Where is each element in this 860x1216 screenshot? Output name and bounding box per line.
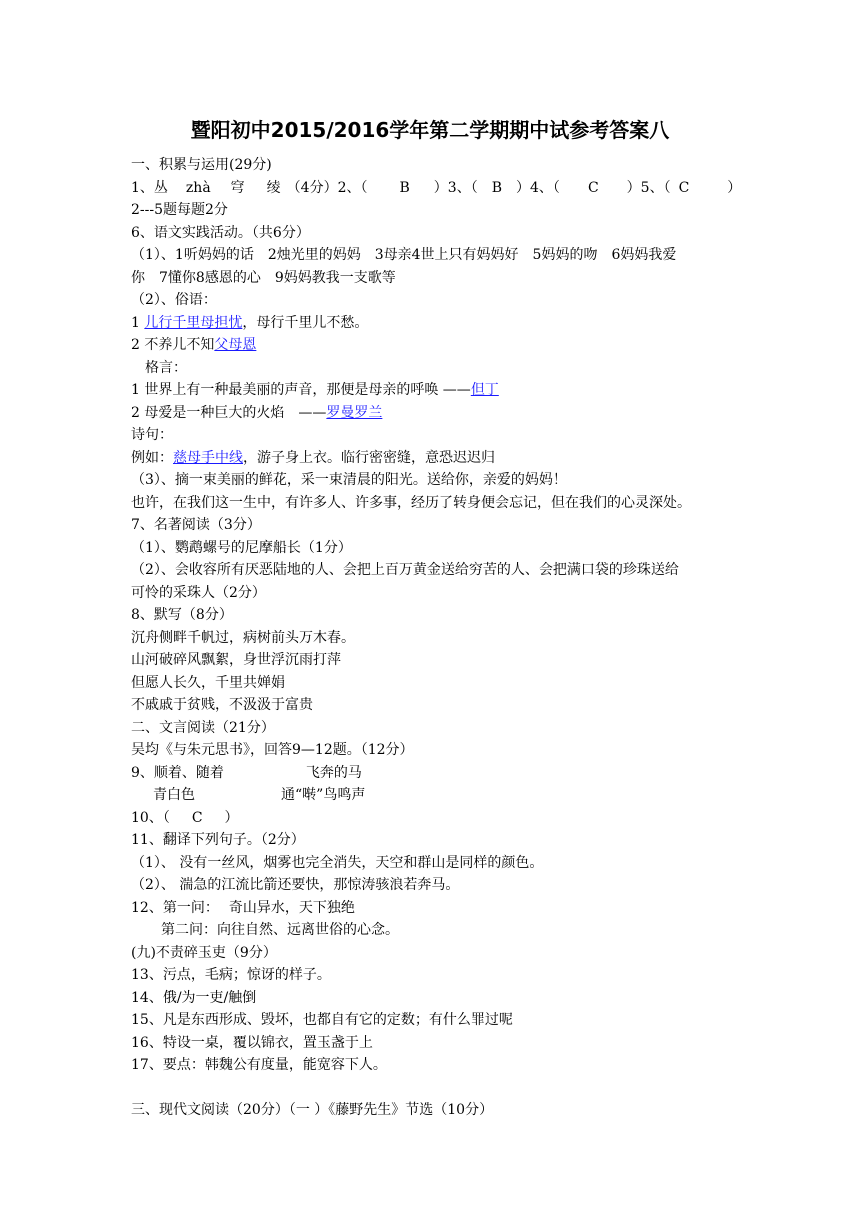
text: 12、第一问： — [131, 899, 219, 916]
motto-1 — [131, 379, 731, 402]
text: ）5、（ — [626, 179, 671, 196]
text: 1 世界上有一种最美丽的声音，那便是母亲的呼唤 —— — [131, 382, 471, 398]
answer-15: 15、凡是东西形成、毁坏，也都自有它的定数；有什么罪过呢 — [131, 1012, 513, 1028]
text: 10、（ — [131, 809, 170, 826]
proverb-link-2[interactable]: 父母恩 — [214, 337, 257, 353]
text: ） — [727, 179, 742, 196]
answer-11-2: （2）、 湍急的江流比箭还要快，那惊涛骇浪若奔马。 — [131, 877, 460, 893]
text: 通“啭”鸟鸣声 — [281, 787, 366, 803]
text: ，母行千里儿不愁。 — [242, 314, 369, 331]
answer-11-1: （1）、 没有一丝风，烟雾也完全消失，天空和群山是同样的颜色。 — [131, 854, 544, 871]
answer-letter: C — [191, 809, 203, 826]
answer-12-q2 — [131, 919, 731, 942]
answer-13: 13、污点，毛病；惊讶的样子。 — [131, 967, 331, 983]
question-11-heading: 11、翻译下列句子。（2分） — [131, 832, 305, 848]
text: 飞奔的马 — [305, 764, 362, 781]
proverb-1 — [131, 312, 731, 335]
text: ） — [224, 809, 239, 826]
answer-16: 16、特设一桌，覆以锦衣，置玉盏于上 — [131, 1034, 373, 1051]
text: 2 不养儿不知 — [131, 337, 215, 353]
answer-letter: C — [587, 179, 599, 196]
answer-12-q1 — [131, 897, 731, 920]
question-6-heading: 6、语文实践活动。（共6分） — [131, 224, 310, 241]
poem-link[interactable]: 慈母手中线 — [173, 449, 243, 466]
author-link-rolland[interactable]: 罗曼罗兰 — [326, 404, 383, 421]
answer-letter: C — [678, 179, 690, 196]
recite-1: 沉舟侧畔千帆过，病树前头万木春。 — [131, 629, 355, 646]
recite-3: 但愿人长久，千里共婵娟 — [131, 674, 285, 691]
poem-example — [131, 447, 731, 470]
answer-14: 14、俄/为一吏/触倒 — [131, 989, 257, 1006]
proverb-heading: （2）、俗语： — [131, 292, 217, 308]
question-7-heading: 7、名著阅读（3分） — [131, 517, 261, 533]
text: 绫 — [266, 179, 281, 196]
text: 1 — [131, 314, 145, 331]
answer-body — [131, 154, 742, 1121]
text: zhà — [185, 179, 211, 196]
section-3-heading: 三、现代文阅读（20分）（一 ）《藤野先生》节选（10分） — [131, 1101, 494, 1118]
answer-9-row-1 — [131, 762, 731, 785]
answer-7-1: （1）、鹦鹉螺号的尼摩船长（1分） — [131, 539, 352, 556]
answers-1-5 — [131, 177, 742, 200]
passage-9-heading: (九)不责碎玉吏（9分） — [131, 944, 277, 961]
answer-7-2: （2）、会收容所有厌恶陆地的人、会把上百万黄金送给穷苦的人、会把满口袋的珍珠送给 — [131, 562, 679, 578]
text: ）3、（ — [433, 179, 478, 196]
answer-letter: B — [399, 179, 410, 196]
proverb-2 — [131, 334, 731, 357]
text: ，游子身上衣。临行密密缝，意恐迟迟归 — [243, 449, 495, 466]
section-2-heading: 二、文言阅读（21分） — [131, 719, 275, 736]
song-list-line-1: （1）、1听妈妈的话 2烛光里的妈妈 3母亲4世上只有妈妈好 5妈妈的吻 6妈妈我爱 — [131, 247, 677, 263]
song-list-line-2: 你 7懂你8感恩的心 9妈妈教我一支歌等 — [131, 269, 396, 286]
text: （4分）2、（ — [286, 179, 368, 196]
answer-letter: B — [491, 179, 503, 196]
answer-10 — [131, 807, 731, 830]
proverb-link-1[interactable]: 儿行千里母担忧 — [144, 314, 243, 331]
text: 例如： — [131, 449, 173, 466]
answer-17: 17、要点：韩魏公有度量，能宽容下人。 — [131, 1057, 387, 1073]
blank-line — [131, 1077, 731, 1099]
recite-2: 山河破碎风飘絮，身世浮沉雨打萍 — [131, 652, 341, 668]
classical-text-intro: 吴均《与朱元思书》，回答9—12题。（12分） — [131, 742, 414, 758]
text: ）4、（ — [516, 179, 560, 196]
question-8-heading: 8、默写（8分） — [131, 607, 233, 623]
text: 第二问：向往自然、远离世俗的心念。 — [161, 922, 399, 938]
motto-2 — [131, 402, 731, 425]
answer-7-2-cont: 可怜的采珠人（2分） — [131, 584, 266, 601]
document-title: 暨阳初中2015/2016学年第二学期期中试参考答案八 — [190, 118, 670, 142]
section-1-heading: 一、积累与运用(29分) — [131, 157, 272, 173]
scoring-note: 2---5题每题2分 — [131, 202, 228, 218]
answer-9-row-2 — [131, 784, 731, 807]
text: 9、顺着、随着 — [131, 764, 224, 781]
text: 穹 — [230, 179, 245, 196]
answer-6-3: （3）、摘一束美丽的鲜花，采一束清晨的阳光。送给你，亲爱的妈妈！ — [131, 472, 567, 488]
author-link-dante[interactable]: 但丁 — [470, 382, 499, 398]
text: 青白色 — [153, 787, 195, 803]
poem-heading: 诗句： — [131, 427, 173, 443]
answer-6-3-cont: 也许，在我们这一生中，有许多人、许多事，经历了转身便会忘记，但在我们的心灵深处。 — [131, 494, 691, 511]
recite-4: 不戚戚于贫贱，不汲汲于富贵 — [131, 697, 313, 713]
motto-heading: 格言： — [131, 359, 187, 376]
text: 1、丛 — [131, 179, 168, 196]
text: 奇山异水，天下独绝 — [228, 899, 355, 916]
text: 2 母爱是一种巨大的火焰 —— — [131, 404, 327, 421]
